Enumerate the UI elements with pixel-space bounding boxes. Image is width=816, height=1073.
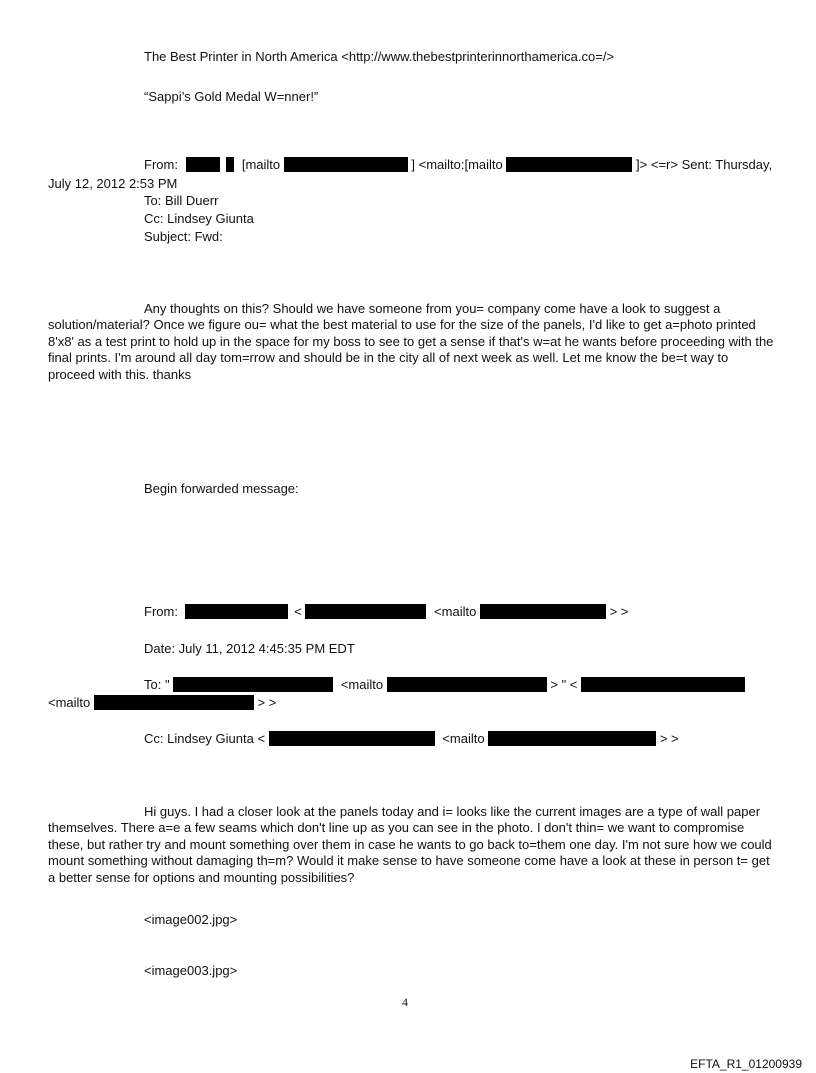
redaction	[173, 677, 333, 692]
fwd-to-wrap	[48, 695, 276, 711]
sent-label: ]> <=r> Sent: Thursday,	[636, 157, 773, 172]
fwd-from-line	[144, 604, 628, 620]
to-mid: > " <	[550, 677, 578, 692]
redaction	[186, 157, 220, 172]
sent-date: July 12, 2012 2:53 PM	[48, 176, 178, 191]
redaction	[226, 157, 234, 172]
redaction	[94, 695, 254, 710]
fwd-to-line	[144, 677, 745, 693]
fwd-cc-line	[144, 731, 679, 747]
email-subject: Subject: Fwd:	[144, 229, 223, 244]
redaction	[305, 604, 426, 619]
email-from-line	[144, 157, 772, 173]
close: > >	[257, 695, 277, 710]
cc-label: Cc: Lindsey Giunta <	[144, 731, 266, 746]
forwarded-header: Begin forwarded message:	[144, 481, 299, 496]
to-label: To: "	[144, 677, 170, 692]
email-body: Any thoughts on this? Should we have someone from you= company come have a look to suggest a solution/material? Once we figure ou= what the best material to use for the size of the panels, I'd like to get a=photo printed 8'x8' as a test print to hold up in the space for my boss to see to get a sense if that's w=at he wants before proceeding with the final prints. I'm around all day tom=rrow and should be in the city all of next week as well. Let me know the be=t way to proceed with this. thanks	[48, 301, 774, 382]
mailto-text: ] <mailto:[mailto	[411, 157, 503, 172]
redaction	[284, 157, 408, 172]
redaction	[269, 731, 435, 746]
redaction	[387, 677, 547, 692]
redaction	[581, 677, 745, 692]
mailto-text: <mailto	[434, 604, 477, 619]
email-to: To: Bill Duerr	[144, 193, 219, 208]
close: > >	[659, 731, 679, 746]
redaction	[480, 604, 606, 619]
mailto-text: <mailto	[340, 677, 384, 692]
attachment-name: <image002.jpg>	[144, 912, 238, 927]
lt: <	[294, 604, 302, 619]
mailto-text: [mailto	[241, 157, 281, 172]
bates-number: EFTA_R1_01200939	[690, 1057, 802, 1071]
fwd-body: Hi guys. I had a closer look at the panels today and i= looks like the current images are a type of wall paper themselves. There a=e a few seams which don't line up as you can see in the photo. I don't thin= we want to compromise these, but rather try and mount something over them in case he wants to go back to=them one day. I'm not sure how we could mount something without damaging th=m? Would it make sense to have someone come have a look at these in person t= get a better sense for options and mounting possibilities?	[48, 804, 772, 885]
page-number: 4	[402, 995, 408, 1009]
from-label: From:	[144, 157, 178, 172]
from-label: From:	[144, 604, 178, 619]
close: > >	[609, 604, 629, 619]
redaction	[488, 731, 656, 746]
company-line: The Best Printer in North America <http://www.thebestprinterinnorthamerica.co=/>	[144, 49, 615, 64]
redaction	[506, 157, 632, 172]
fwd-date: Date: July 11, 2012 4:45:35 PM EDT	[144, 641, 355, 656]
attachment-name: <image003.jpg>	[144, 963, 238, 978]
email-cc: Cc: Lindsey Giunta	[144, 211, 254, 226]
redaction	[185, 604, 288, 619]
mailto-text: <mailto	[48, 695, 91, 710]
mailto-text: <mailto	[442, 731, 485, 746]
slogan: “Sappi’s Gold Medal W=nner!”	[144, 89, 319, 104]
